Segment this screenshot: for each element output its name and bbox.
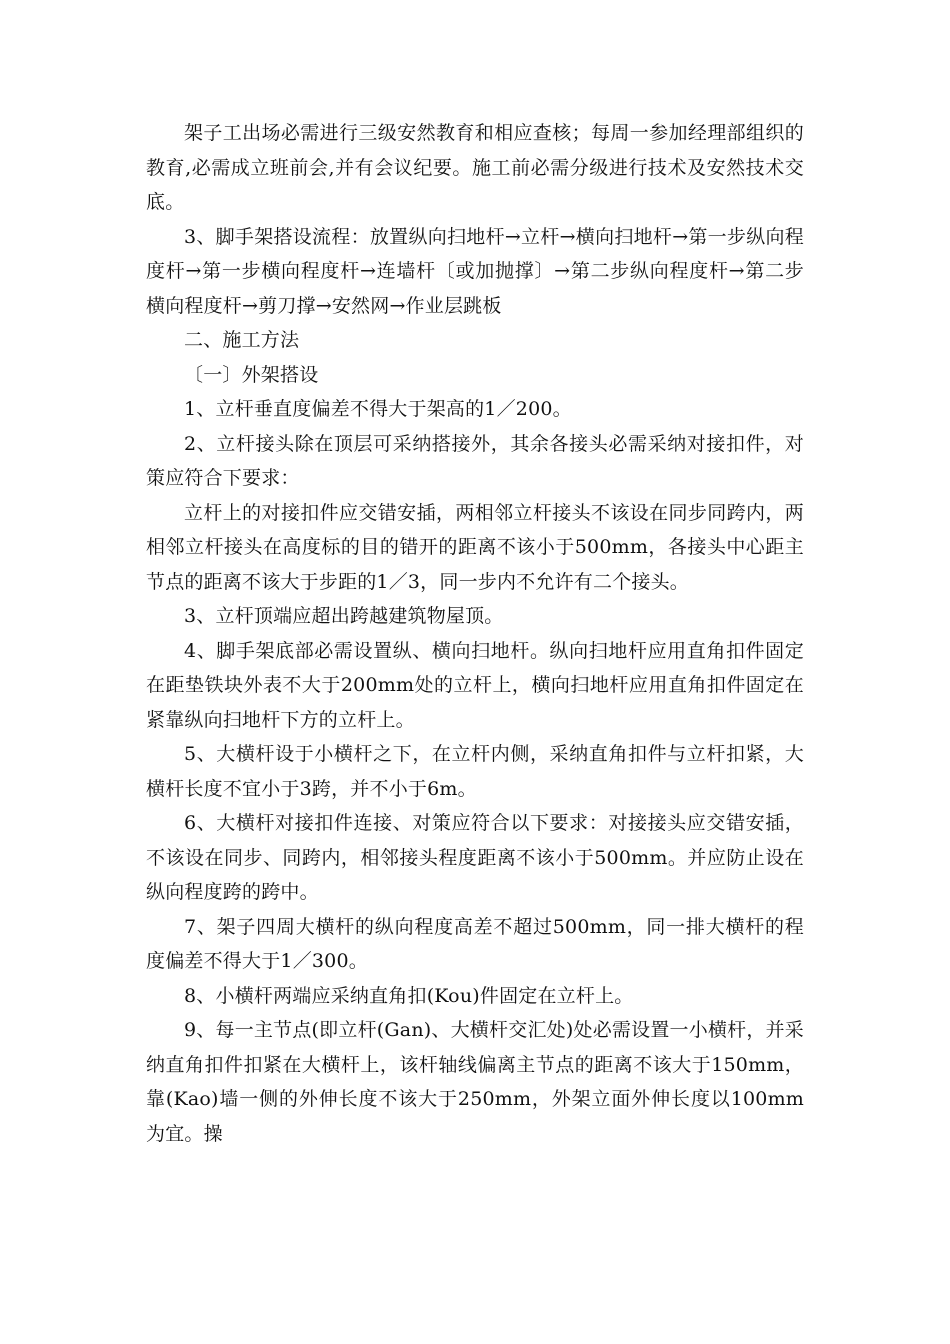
section-heading-construction-method: 二、施工方法	[184, 329, 300, 351]
paragraph-item-6: 6、大横杆对接扣件连接、对策应符合以下要求：对接接头应交错安插，不该设在同步、同跨内，相邻接头程度距离不该小于500mm。并应防止设在纵向程度跨的跨中。	[146, 812, 804, 903]
paragraph-item-4: 4、脚手架底部必需设置纵、横向扫地杆。纵向扫地杆应用直角扣件固定在距垫铁块外表不大于200mm处的立杆上，横向扫地杆应用直角扣件固定在紧靠纵向扫地杆下方的立杆上。	[146, 639, 804, 731]
subsection-heading-external-scaffold: 〔一〕外架搭设	[184, 363, 319, 386]
paragraph-item-2: 2、立杆接头除在顶层可采纳搭接外，其余各接头必需采纳对接扣件，对策应符合下要求：	[146, 432, 804, 489]
paragraph-item-9: 9、每一主节点(即立杆(Gan)、大横杆交汇处)处必需设置一小横杆，并采纳直角扣件扣紧在大横杆上，该杆轴线偏离主节点的距离不该大于150mm，靠(Kao)墙一侧的外伸长度不该大于250mm，外架立面外伸长度以100mm为宜。操	[146, 1019, 804, 1145]
paragraph-item-7: 7、架子四周大横杆的纵向程度高差不超过500mm，同一排大横杆的程度偏差不得大于1／300。	[146, 915, 804, 972]
document-body	[146, 116, 804, 1151]
paragraph-item-5: 5、大横杆设于小横杆之下，在立杆内侧，采纳直角扣件与立杆扣紧，大横杆长度不宜小于3跨，并不小于6m。	[146, 743, 804, 800]
paragraph-training: 架子工出场必需进行三级安然教育和相应查核；每周一参加经理部组织的教育,必需成立班前会,并有会议纪要。施工前必需分级进行技术及安然技术交底。	[146, 122, 804, 213]
paragraph-erection-flow: 3、脚手架搭设流程：放置纵向扫地杆→立杆→横向扫地杆→第一步纵向程度杆→第一步横向程度杆→连墙杆〔或加抛撑〕→第二步纵向程度杆→第二步横向程度杆→剪刀撑→安然网→作业层跳板	[146, 225, 804, 317]
paragraph-item-1: 1、立杆垂直度偏差不得大于架高的1／200。	[184, 398, 572, 420]
paragraph-item-2-detail: 立杆上的对接扣件应交错安插，两相邻立杆接头不该设在同步同跨内，两相邻立杆接头在高度标的目的错开的距离不该小于500mm，各接头中心距主节点的距离不该大于步距的1／3，同一步内不允许有二个接头。	[146, 501, 804, 593]
paragraph-item-8: 8、小横杆两端应采纳直角扣(Kou)件固定在立杆上。	[184, 984, 634, 1007]
paragraph-item-3: 3、立杆顶端应超出跨越建筑物屋顶。	[184, 605, 504, 627]
